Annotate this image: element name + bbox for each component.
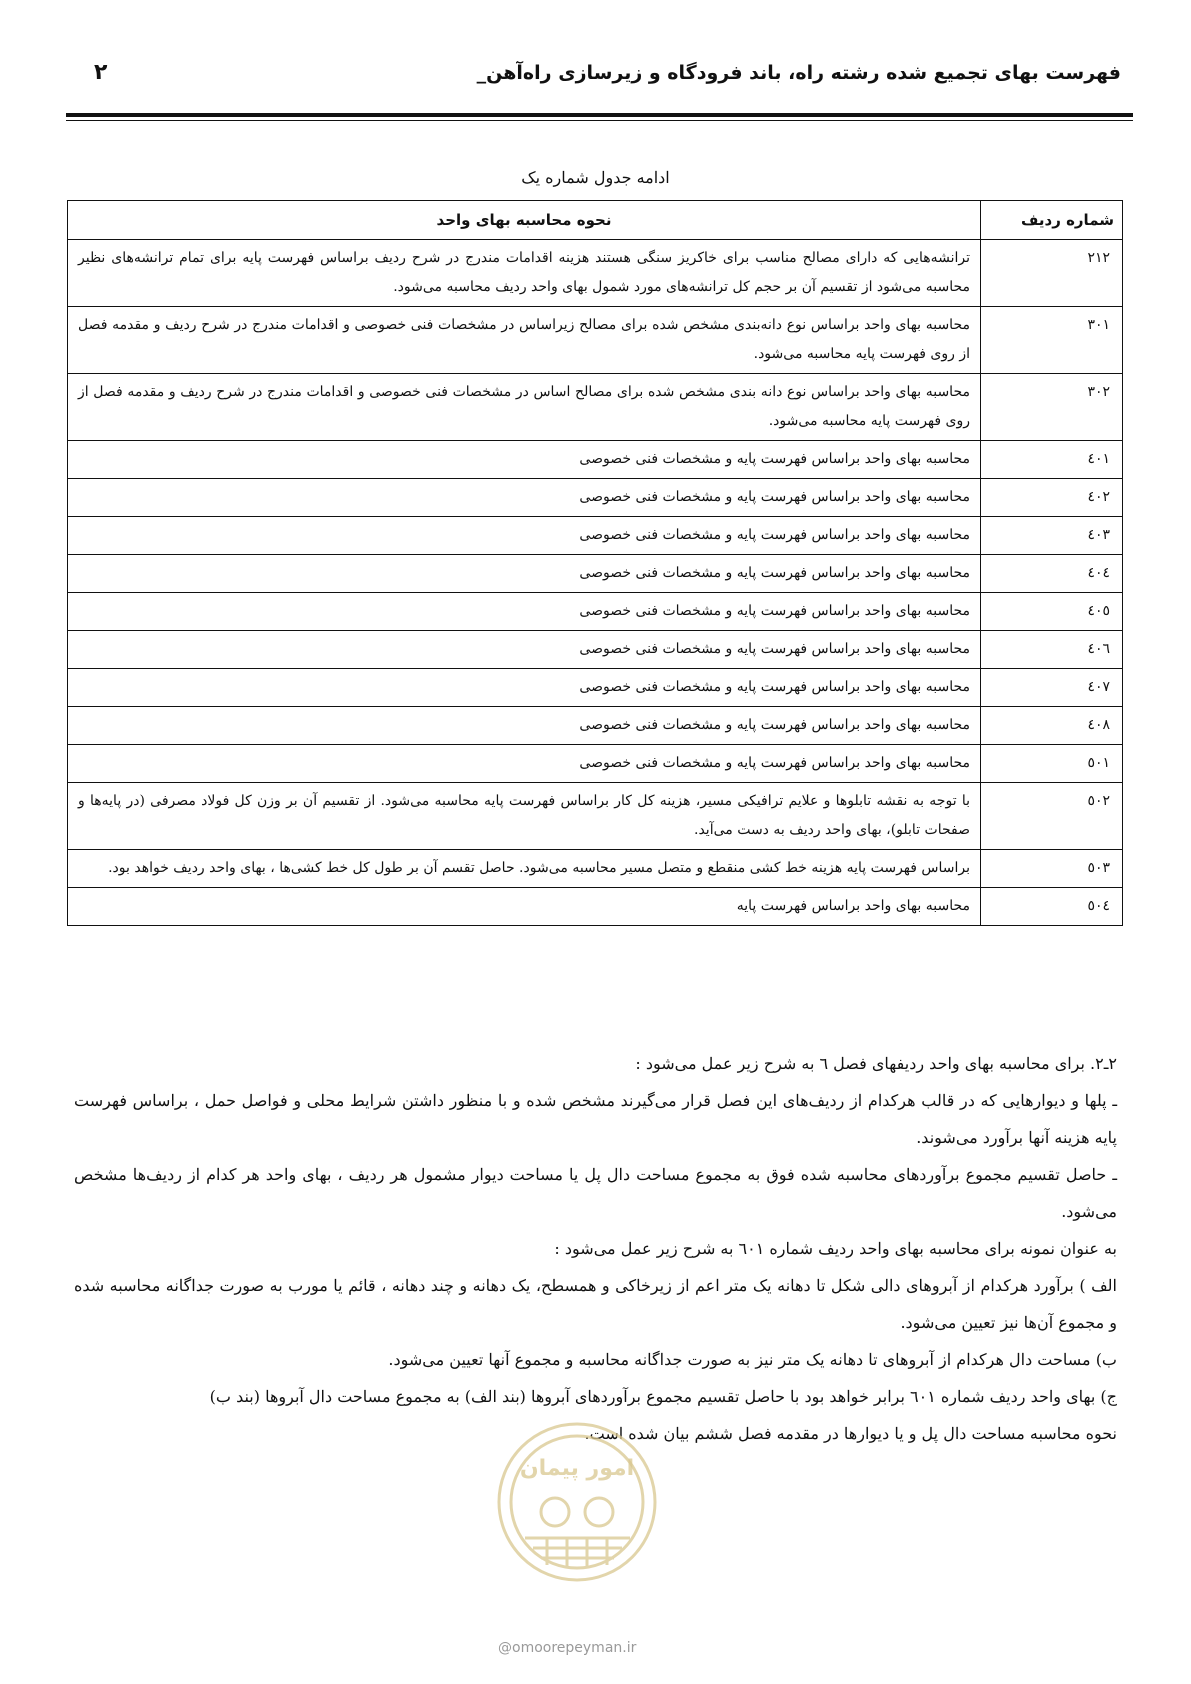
row-number-cell: ٤۰٦	[981, 631, 1123, 669]
row-description-cell: محاسبه بهای واحد براساس فهرست پایه و مشخصات فنی خصوصی	[68, 707, 981, 745]
table-caption: ادامه جدول شماره یک	[521, 168, 670, 187]
row-number-cell: ٤۰٥	[981, 593, 1123, 631]
row-number-cell: ۳۰۲	[981, 374, 1123, 441]
page-header	[70, 58, 1121, 98]
unit-price-table	[67, 200, 1123, 926]
row-number-cell: ٥۰۲	[981, 783, 1123, 850]
row-number-cell: ٤۰۲	[981, 479, 1123, 517]
table-row	[68, 517, 1123, 555]
table-row	[68, 555, 1123, 593]
row-description-cell: محاسبه بهای واحد براساس فهرست پایه و مشخصات فنی خصوصی	[68, 669, 981, 707]
row-description-cell: محاسبه بهای واحد براساس نوع دانه‌بندی مشخص شده برای مصالح زیراساس در مشخصات فنی خصوصی و اقدامات مندرج در شرح ردیف و مقدمه فصل از روی فهرست پایه محاسبه می‌شود.	[68, 307, 981, 374]
header-title: فهرست بهای تجمیع شده رشته راه، باند فرودگاه و زیرسازی راه‌آهن_	[476, 62, 1121, 84]
row-description-cell: ترانشه‌هایی که دارای مصالح مناسب برای خاکریز سنگی هستند هزینه اقدامات مندرج در شرح ردیف براساس فهرست پایه برای تمام ترانشه‌های نظیر محاسبه می‌شود از تقسیم آن بر حجم کل ترانشه‌های مورد شمول بهای واحد ردیف محاسبه می‌شود.	[68, 240, 981, 307]
body-paragraph: به عنوان نمونه برای محاسبه بهای واحد ردیف شماره ٦۰۱ به شرح زیر عمل می‌شود :	[554, 1239, 1117, 1258]
row-number-cell: ٥۰۱	[981, 745, 1123, 783]
row-description-cell: محاسبه بهای واحد براساس فهرست پایه و مشخصات فنی خصوصی	[68, 555, 981, 593]
table-row	[68, 240, 1123, 307]
row-description-cell: محاسبه بهای واحد براساس فهرست پایه و مشخصات فنی خصوصی	[68, 631, 981, 669]
row-description-cell: محاسبه بهای واحد براساس فهرست پایه و مشخصات فنی خصوصی	[68, 441, 981, 479]
header-calculation-method: نحوه محاسبه بهای واحد	[68, 201, 981, 240]
body-paragraph: ـ پلها و دیوارهایی که در قالب هرکدام از ردیف‌های این فصل قرار می‌گیرند مشخص شده و با منظور داشتن شرایط محلی و فواصل حمل ، براساس فهرست پایه هزینه آنها برآورد می‌شوند.	[74, 1091, 1117, 1147]
footer-watermark: @omoorepeyman.ir	[498, 1640, 637, 1656]
row-description-cell: محاسبه بهای واحد براساس نوع دانه بندی مشخص شده برای مصالح اساس در مشخصات فنی خصوصی و اقدامات مندرج در شرح ردیف و مقدمه فصل از روی فهرست پایه محاسبه می‌شود.	[68, 374, 981, 441]
body-paragraph: الف ) برآورد هرکدام از آبروهای دالی شکل تا دهانه یک متر اعم از زیرخاکی و همسطح، یک دهانه و چند دهانه ، قائم یا مورب به صورت جداگانه محاسبه شده و مجموع آن‌ها نیز تعیین می‌شود.	[74, 1276, 1117, 1332]
row-description-cell: محاسبه بهای واحد براساس فهرست پایه و مشخصات فنی خصوصی	[68, 517, 981, 555]
header-rule-thin	[66, 120, 1133, 121]
row-description-cell: محاسبه بهای واحد براساس فهرست پایه و مشخصات فنی خصوصی	[68, 593, 981, 631]
body-paragraph: ج) بهای واحد ردیف شماره ٦۰۱ برابر خواهد بود با حاصل تقسیم مجموع برآوردهای آبروها (بند الف) به مجموع مساحت دال آبروها (بند ب)	[209, 1387, 1117, 1406]
table-row	[68, 307, 1123, 374]
row-number-cell: ٤۰۳	[981, 517, 1123, 555]
row-number-cell: ۳۰۱	[981, 307, 1123, 374]
body-text	[74, 1045, 1117, 1452]
row-number-cell: ٤۰۸	[981, 707, 1123, 745]
table-row	[68, 479, 1123, 517]
body-paragraph: ـ حاصل تقسیم مجموع برآوردهای محاسبه شده فوق به مجموع مساحت دال پل یا مساحت دیوار مشمول هر ردیف ، بهای واحد هر کدام از ردیف‌ها مشخص می‌شود.	[74, 1165, 1117, 1221]
header-row-number: شماره ردیف	[981, 201, 1123, 240]
row-description-cell: براساس فهرست پایه هزینه خط کشی منقطع و متصل مسیر محاسبه می‌شود. حاصل تقسم آن بر طول کل خط کشی‌ها ، بهای واحد ردیف خواهد بود.	[68, 850, 981, 888]
row-description-cell: محاسبه بهای واحد براساس فهرست پایه و مشخصات فنی خصوصی	[68, 479, 981, 517]
table-row	[68, 783, 1123, 850]
table-row	[68, 707, 1123, 745]
row-description-cell: محاسبه بهای واحد براساس فهرست پایه و مشخصات فنی خصوصی	[68, 745, 981, 783]
row-number-cell: ٥۰۳	[981, 850, 1123, 888]
stamp-lettering: امور پیمان	[519, 1456, 635, 1481]
table-row	[68, 374, 1123, 441]
table-row	[68, 850, 1123, 888]
row-number-cell: ٤۰٤	[981, 555, 1123, 593]
row-number-cell: ٤۰۱	[981, 441, 1123, 479]
row-number-cell: ۲۱۲	[981, 240, 1123, 307]
table-row	[68, 631, 1123, 669]
table-header-row	[68, 201, 1123, 240]
header-rule-thick	[66, 113, 1133, 117]
row-number-cell: ٤۰۷	[981, 669, 1123, 707]
body-paragraph: ۲ـ۲. برای محاسبه بهای واحد ردیفهای فصل ٦ به شرح زیر عمل می‌شود :	[635, 1054, 1117, 1073]
row-description-cell: با توجه به نقشه تابلوها و علایم ترافیکی مسیر، هزینه کل کار براساس فهرست پایه محاسبه می‌شود. از تقسیم آن بر وزن کل فولاد مصرفی (در پایه‌ها و صفحات تابلو)، بهای واحد ردیف به دست می‌آید.	[68, 783, 981, 850]
row-description-cell: محاسبه بهای واحد براساس فهرست پایه	[68, 888, 981, 926]
table-row	[68, 441, 1123, 479]
table-body	[68, 240, 1123, 926]
body-paragraph: نحوه محاسبه مساحت دال پل و یا دیوارها در مقدمه فصل ششم بیان شده است.	[584, 1424, 1117, 1443]
table-row	[68, 888, 1123, 926]
seal-stamp-icon	[495, 1420, 660, 1585]
table-row	[68, 669, 1123, 707]
table-row	[68, 745, 1123, 783]
body-paragraph: ب) مساحت دال هرکدام از آبروهای تا دهانه یک متر نیز به صورت جداگانه محاسبه و مجموع آنها تعیین می‌شود.	[388, 1350, 1117, 1369]
page-number: ۲	[94, 60, 108, 85]
table-row	[68, 593, 1123, 631]
row-number-cell: ٥۰٤	[981, 888, 1123, 926]
